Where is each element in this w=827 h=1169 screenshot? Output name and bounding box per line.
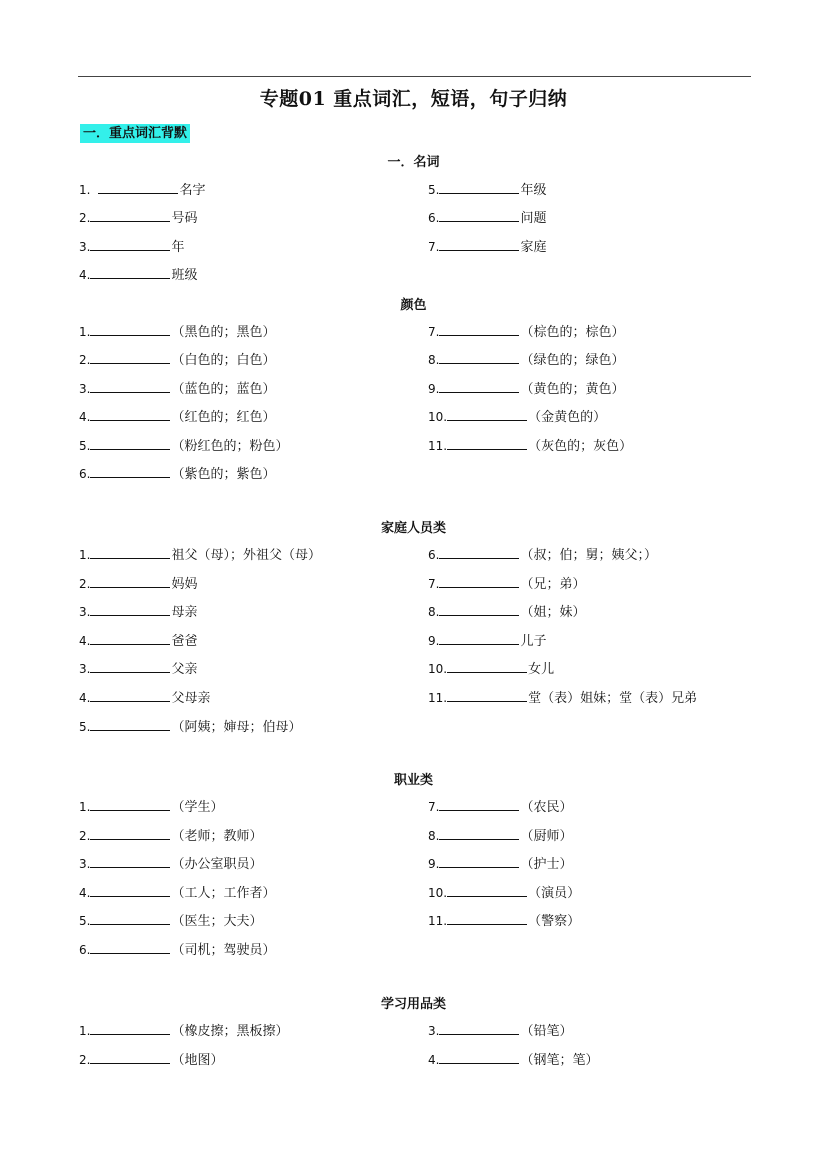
item-meaning: （演员） xyxy=(528,886,581,901)
item-meaning: （蓝色的；蓝色） xyxy=(171,382,276,397)
answer-blank[interactable] xyxy=(90,660,170,673)
vocab-item xyxy=(428,209,546,227)
item-number: 5. xyxy=(79,914,91,928)
vocab-item xyxy=(79,941,275,959)
vocab-item xyxy=(79,408,275,426)
vocab-item xyxy=(428,323,624,341)
item-number: 11. xyxy=(428,439,448,453)
answer-blank[interactable] xyxy=(90,632,170,645)
answer-blank[interactable] xyxy=(439,1022,519,1035)
answer-blank[interactable] xyxy=(90,941,170,954)
item-number: 8. xyxy=(428,605,440,619)
item-meaning: （姐；妹） xyxy=(520,605,586,620)
item-number: 3. xyxy=(428,1024,440,1038)
item-number: 6. xyxy=(79,467,91,481)
vocab-item xyxy=(79,351,275,369)
vocab-item xyxy=(79,884,275,902)
vocab-item xyxy=(428,855,572,873)
item-number: 5. xyxy=(79,439,91,453)
section-label: 一．重点词汇背默 xyxy=(80,124,190,143)
answer-blank[interactable] xyxy=(439,827,519,840)
item-number: 10. xyxy=(428,410,448,424)
item-meaning: （办公室职员） xyxy=(171,857,263,872)
item-number: 4. xyxy=(79,410,91,424)
item-meaning: （绿色的；绿色） xyxy=(520,353,625,368)
vocab-item xyxy=(428,546,657,564)
vocab-item xyxy=(428,351,624,369)
vocab-item xyxy=(79,575,197,593)
category-heading: 一．名词 xyxy=(387,155,440,170)
answer-blank[interactable] xyxy=(90,465,170,478)
vocab-item xyxy=(79,323,275,341)
vocab-item xyxy=(79,603,197,621)
item-number: 8. xyxy=(428,829,440,843)
item-number: 4. xyxy=(79,691,91,705)
vocab-item xyxy=(428,238,546,256)
item-meaning: 母亲 xyxy=(171,605,198,620)
item-number: 3. xyxy=(79,605,91,619)
vocab-item xyxy=(79,238,184,256)
answer-blank[interactable] xyxy=(90,1051,170,1064)
item-number: 7. xyxy=(428,240,440,254)
item-number: 5. xyxy=(79,720,91,734)
vocab-item xyxy=(79,546,321,564)
category-heading: 职业类 xyxy=(393,773,433,788)
answer-blank[interactable] xyxy=(439,798,519,811)
vocab-item xyxy=(428,1051,598,1069)
answer-blank[interactable] xyxy=(90,575,170,588)
answer-blank[interactable] xyxy=(439,181,519,194)
answer-blank[interactable] xyxy=(447,884,527,897)
item-number: 6. xyxy=(428,548,440,562)
vocab-item xyxy=(428,884,580,902)
vocab-item xyxy=(428,380,624,398)
item-number: 2. xyxy=(79,577,91,591)
item-meaning: （工人；工作者） xyxy=(171,886,276,901)
vocab-item xyxy=(79,209,197,227)
answer-blank[interactable] xyxy=(439,575,519,588)
item-meaning: 女儿 xyxy=(528,662,555,677)
item-meaning: 爸爸 xyxy=(171,634,198,649)
item-meaning: 父亲 xyxy=(171,662,198,677)
item-number: 7. xyxy=(428,800,440,814)
category-heading: 家庭人员类 xyxy=(380,521,446,536)
vocab-item xyxy=(428,912,580,930)
answer-blank[interactable] xyxy=(90,380,170,393)
answer-blank[interactable] xyxy=(439,546,519,559)
item-meaning: （紫色的；紫色） xyxy=(171,467,276,482)
vocab-item xyxy=(79,718,301,736)
item-number: 9. xyxy=(428,382,440,396)
item-number: 4. xyxy=(79,634,91,648)
page-title: 专题01 重点词汇，短语，句子归纳 xyxy=(259,88,568,110)
answer-blank[interactable] xyxy=(90,798,170,811)
vocab-item xyxy=(428,798,572,816)
item-meaning: （粉红色的；粉色） xyxy=(171,439,289,454)
vocab-item xyxy=(79,1022,288,1040)
item-meaning: 儿子 xyxy=(520,634,547,649)
vocab-item xyxy=(79,1051,223,1069)
item-number: 1. xyxy=(79,325,91,339)
item-number: 9. xyxy=(428,857,440,871)
vocab-item xyxy=(428,181,546,199)
answer-blank[interactable] xyxy=(90,238,170,251)
vocab-item xyxy=(79,912,262,930)
answer-blank[interactable] xyxy=(447,408,527,421)
answer-blank[interactable] xyxy=(90,323,170,336)
item-meaning: （阿姨；婶母；伯母） xyxy=(171,720,302,735)
item-number: 4. xyxy=(79,268,91,282)
item-meaning: 堂（表）姐妹；堂（表）兄弟 xyxy=(528,691,698,706)
answer-blank[interactable] xyxy=(90,266,170,279)
item-number: 3. xyxy=(79,857,91,871)
item-number: 10. xyxy=(428,662,448,676)
item-meaning: （黑色的；黑色） xyxy=(171,325,276,340)
item-number: 6. xyxy=(428,211,440,225)
item-meaning: （老师；教师） xyxy=(171,829,263,844)
vocab-item xyxy=(79,266,197,284)
item-number: 6. xyxy=(79,943,91,957)
item-meaning: （红色的；红色） xyxy=(171,410,276,425)
category-heading: 学习用品类 xyxy=(380,997,446,1012)
item-meaning: （钢笔；笔） xyxy=(520,1053,599,1068)
item-meaning: 问题 xyxy=(520,211,547,226)
item-meaning: 号码 xyxy=(171,211,198,226)
vocab-item xyxy=(79,181,205,199)
item-number: 4. xyxy=(79,886,91,900)
answer-blank[interactable] xyxy=(439,855,519,868)
item-number: 11. xyxy=(428,914,448,928)
item-meaning: （学生） xyxy=(171,800,224,815)
item-meaning: 父母亲 xyxy=(171,691,211,706)
answer-blank[interactable] xyxy=(439,603,519,616)
item-number: 5. xyxy=(428,183,440,197)
item-meaning: （铅笔） xyxy=(520,1024,573,1039)
answer-blank[interactable] xyxy=(439,1051,519,1064)
item-meaning: （农民） xyxy=(520,800,573,815)
item-meaning: 祖父（母）；外祖父（母） xyxy=(171,548,321,563)
item-number: 11. xyxy=(428,691,448,705)
vocab-item xyxy=(428,603,585,621)
item-number: 1. xyxy=(79,183,91,197)
answer-blank[interactable] xyxy=(90,912,170,925)
answer-blank[interactable] xyxy=(439,238,519,251)
item-number: 2. xyxy=(79,211,91,225)
item-number: 10. xyxy=(428,886,448,900)
answer-blank[interactable] xyxy=(439,380,519,393)
item-meaning: 妈妈 xyxy=(171,577,198,592)
item-number: 1. xyxy=(79,548,91,562)
item-meaning: （厨师） xyxy=(520,829,573,844)
answer-blank[interactable] xyxy=(98,181,178,194)
answer-blank[interactable] xyxy=(439,323,519,336)
answer-blank[interactable] xyxy=(90,408,170,421)
item-number: 7. xyxy=(428,325,440,339)
category-heading: 颜色 xyxy=(400,298,427,313)
answer-blank[interactable] xyxy=(447,660,527,673)
answer-blank[interactable] xyxy=(447,689,527,702)
vocab-item xyxy=(79,689,210,707)
item-meaning: （白色的；白色） xyxy=(171,353,276,368)
item-number: 4. xyxy=(428,1053,440,1067)
header-rule xyxy=(78,76,751,77)
item-number: 3. xyxy=(79,662,91,676)
answer-blank[interactable] xyxy=(90,437,170,450)
item-meaning: （警察） xyxy=(528,914,581,929)
answer-blank[interactable] xyxy=(447,437,527,450)
answer-blank[interactable] xyxy=(439,209,519,222)
item-meaning: （叔；伯；舅；姨父；） xyxy=(520,548,657,563)
answer-blank[interactable] xyxy=(90,689,170,702)
answer-blank[interactable] xyxy=(439,632,519,645)
vocab-item xyxy=(428,660,554,678)
answer-blank[interactable] xyxy=(90,546,170,559)
item-meaning: （护士） xyxy=(520,857,573,872)
answer-blank[interactable] xyxy=(90,209,170,222)
item-meaning: （司机；驾驶员） xyxy=(171,943,276,958)
item-number: 2. xyxy=(79,1053,91,1067)
answer-blank[interactable] xyxy=(90,827,170,840)
vocab-item xyxy=(79,798,223,816)
vocab-item xyxy=(428,575,585,593)
item-meaning: （金黄色的） xyxy=(528,410,607,425)
item-number: 2. xyxy=(79,829,91,843)
item-number: 1. xyxy=(79,800,91,814)
item-meaning: 年级 xyxy=(520,183,547,198)
item-number: 7. xyxy=(428,577,440,591)
vocab-item xyxy=(79,827,262,845)
item-meaning: （灰色的；灰色） xyxy=(528,439,633,454)
item-meaning: （地图） xyxy=(171,1053,224,1068)
vocab-item xyxy=(79,855,262,873)
item-meaning: （医生；大夫） xyxy=(171,914,263,929)
item-meaning: （棕色的；棕色） xyxy=(520,325,625,340)
vocab-item xyxy=(428,408,606,426)
vocab-item xyxy=(428,827,572,845)
vocab-item xyxy=(428,1022,572,1040)
answer-blank[interactable] xyxy=(439,351,519,364)
answer-blank[interactable] xyxy=(90,603,170,616)
item-meaning: （兄；弟） xyxy=(520,577,586,592)
item-number: 9. xyxy=(428,634,440,648)
answer-blank[interactable] xyxy=(447,912,527,925)
vocab-item xyxy=(428,689,697,707)
item-number: 2. xyxy=(79,353,91,367)
vocab-item xyxy=(428,437,632,455)
item-number: 3. xyxy=(79,382,91,396)
item-meaning: 家庭 xyxy=(520,240,547,255)
item-meaning: 班级 xyxy=(171,268,198,283)
item-meaning: 名字 xyxy=(179,183,206,198)
vocab-item xyxy=(79,380,275,398)
item-meaning: （黄色的；黄色） xyxy=(520,382,625,397)
answer-blank[interactable] xyxy=(90,351,170,364)
answer-blank[interactable] xyxy=(90,884,170,897)
item-meaning: 年 xyxy=(171,240,185,255)
item-number: 8. xyxy=(428,353,440,367)
answer-blank[interactable] xyxy=(90,855,170,868)
item-number: 3. xyxy=(79,240,91,254)
vocab-item xyxy=(79,465,275,483)
answer-blank[interactable] xyxy=(90,1022,170,1035)
item-number: 1. xyxy=(79,1024,91,1038)
vocab-item xyxy=(79,660,197,678)
answer-blank[interactable] xyxy=(90,718,170,731)
item-meaning: （橡皮擦；黑板擦） xyxy=(171,1024,289,1039)
vocab-item xyxy=(79,437,288,455)
vocab-item xyxy=(428,632,546,650)
vocab-item xyxy=(79,632,197,650)
